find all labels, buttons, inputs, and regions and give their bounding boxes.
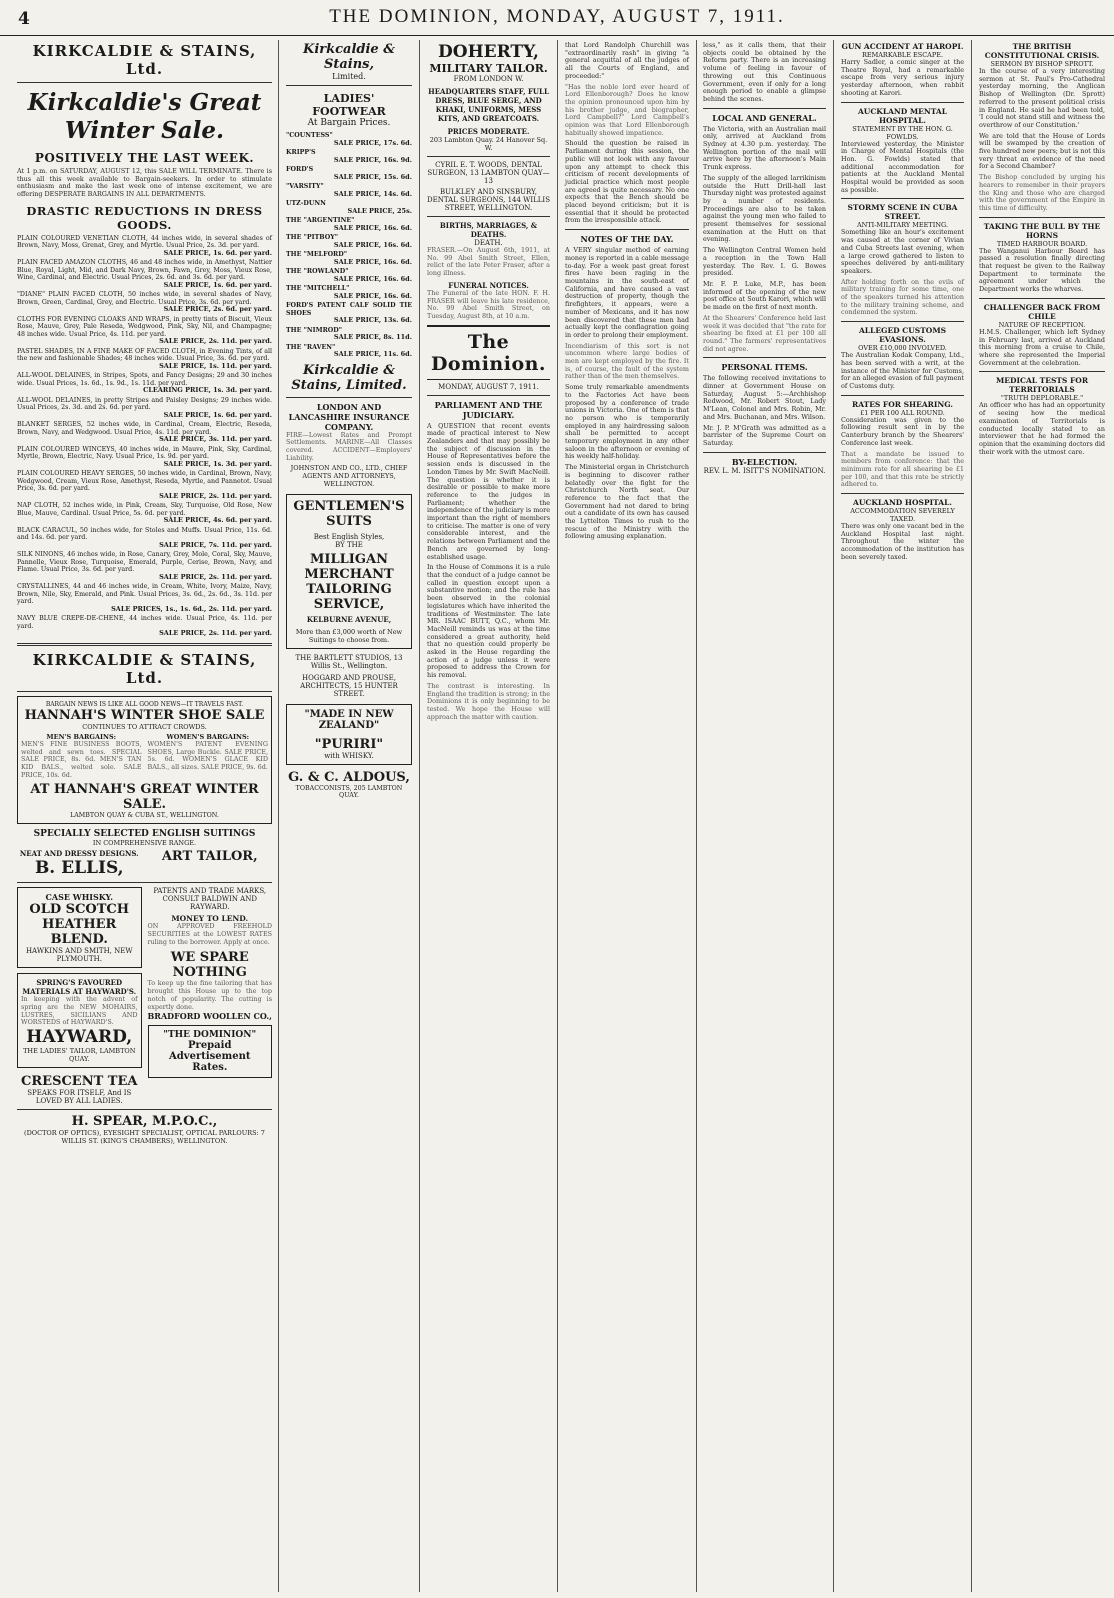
gun-accident-heading: GUN ACCIDENT AT HAROPI. [841, 42, 964, 51]
item-sale-price: SALE PRICE, 3s. 11d. per yard. [159, 435, 272, 444]
shoe-name: THE "MITCHELL" [286, 285, 350, 292]
hospital-heading: AUCKLAND HOSPITAL. [853, 498, 952, 508]
column-6: GUN ACCIDENT AT HAROPI. REMARKABLE ESCAPE. Harry Sadler, a comic singer at the Theatre Royal, had a remarkable escape from very serious injury yesterday afternoon, when rabbit shooting at Karori. AUCKLAND MENTAL HOSPITAL. STATEMENT BY THE HON. G. FOWLDS. Interviewed yesterday, the Minister in Charge of Mental Hospitals (the Hon. G. Fowlds) stated that additional accommodation for patients at the Auckland Mental Hospital would be provided as soon as possible. STORMY SCENE IN CUBA STREET. ANTI-MILITARY MEETING. Something like an hour's excitement was caused at the corner of Vivian and Cuba Streets last evening, when a large crowd gathered to listen to speeches delivered by anti-military speakers. After holding forth on the evils of military training for some time, one of the speakers turned his attention to the military training scheme, and condemned the system. ALLEGED CUSTOMS EVASIONS. OVER £10,000 INVOLVED. The Australian Kodak Company, Ltd., has been served with a writ, at the instance of the Minister for Customs, for an alleged evasion of full payment of Customs duty. RATES FOR SHEARING. £1 PER 100 ALL ROUND. Consideration was given to the following result sent in by the Canterbury branch by the Shearers' Conference last week. That a mandate be issued to members from conference: that the minimum rate for all shearing be £1 per 100, and that this rate be strictly adhered to. AUCKLAND HOSPITAL. ACCOMMODATION SEVERELY TAXED. There was only one vacant bed in the Auckland Hospital last night. Throughout the winter the accommodation of the institution has been severely taxed. [841, 42, 964, 561]
hannah-ad: BARGAIN NEWS IS LIKE ALL GOOD NEWS—IT TRAVELS FAST. HANNAH'S WINTER SHOE SALE CONTINUES TO ATTRACT CROWDS. MEN'S BARGAINS: MEN'S FINE BUSINESS BOOTS, welted and sewn toes. SPECIAL SALE PRICE, 8s. 6d. MEN'S TAN KID BALS., welted sole. SALE PRICE, 10s. 6d. WOMEN'S BARGAINS: WOMEN'S PATENT EVENING SHOES, Large Buckle. SALE PRICE, 5s. 6d. WOMEN'S GLACE KID BALS., all sizes. SALE PRICE, 9s. 6d. AT HANNAH'S GREAT WINTER SALE. LAMBTON QUAY & CUBA ST., WELLINGTON. [17, 696, 272, 825]
leader-heading: PARLIAMENT AND THE JUDICIARY. [434, 399, 543, 420]
item-description: PLAIN COLOURED HEAVY SERGES, 50 inches wide, in Cardinal, Brown, Navy, Wedgwood, Cream, Vieux Rose, Amethyst, Reseda, Myrtle, and Pannetot. Usual Price, 3s. 6d. per yard. [17, 470, 272, 493]
item-sale-price: CLEARING PRICE, 1s. 3d. per yard. [143, 386, 272, 395]
prepaid-rates: Prepaid Advertisement Rates. [169, 1040, 251, 1074]
shoe-sale-price: SALE PRICE, 11s. 6d. [333, 350, 412, 358]
shoe-sale-price: SALE PRICE, 16s. 6d. [333, 291, 412, 300]
customs-heading: ALLEGED CUSTOMS EVASIONS. [858, 326, 947, 345]
aldous: G. & C. ALDOUS, [288, 770, 410, 786]
column-3: DOHERTY, MILITARY TAILOR. FROM LONDON W. HEADQUARTERS STAFF, FULL DRESS, BLUE SERGE, AND KHAKI, UNIFORMS, MESS KITS, AND GREATCOATS. PRICES MODERATE. 203 Lambton Quay. 24 Hanover Sq. W. CYRIL E. T. WOODS, DENTAL SURGEON, 13 LAMBTON QUAY—13 BULKLEY AND SINSBURY, DENTAL SURGEONS, 144 WILLIS STREET, WELLINGTON. BIRTHS, MARRIAGES, & DEATHS. DEATH. FRASER.—On August 6th, 1911, at No. 99 Abel Smith Street, Ellen, relict of the late Peter Fraser, after a long illness. FUNERAL NOTICES. The Funeral of the late HON. F. H. FRASER will leave his late residence, No. 99 Abel Smith Street, on Tuesday, August 8th, at 10 a.m. The Dominion. MONDAY, AUGUST 7, 1911. PARLIAMENT AND THE JUDICIARY. A QUESTION that recent events made of practical interest to New Zealanders and that may possibly be the subject of discussion in the House of Representatives before the session ends is discussed in the London Times by Mr. Swift MacNeill. The question is whether it is desirable or possible to make more reference to the judges in Parliament; whether the independence of the judiciary is more important than the right of members to criticise. The matter is one of very considerable interest, and the relations between Parliament and the Bench are governed by long-established usage. In the House of Commons it is a rule that the conduct of a judge cannot be called in question except upon a substantive motion; and the rule has been observed in the colonial legislatures which have inherited the traditions of Westminster. The late MR. ISAAC BUTT, Q.C., whom Mr. MacNeill reminds us was at the time considered a great authority, held that no question could properly be asked in the House regarding the action of a judge unless it were proposed to address the Crown for his removal. The contrast is interesting. In England the tradition is strong; in the Dominions it is only beginning to be tested. We hope the House will approach the matter with caution. [427, 42, 550, 721]
item-sale-price: SALE PRICE, 4s. 6d. per yard. [163, 516, 272, 525]
notes-heading: NOTES OF THE DAY. [580, 234, 674, 245]
london-lancashire: LONDON AND LANCASHIRE INSURANCE COMPANY. [288, 401, 410, 432]
item-sale-price: SALE PRICE, 2s. 11d. per yard. [159, 572, 272, 581]
shoe-item [286, 285, 412, 300]
shoe-sale-price: SALE PRICE, 17s. 6d. [333, 138, 412, 147]
dress-goods-item [17, 527, 272, 550]
shoe-sale-price: SALE PRICE, 15s. 6d. [333, 172, 412, 181]
dress-goods-item [17, 316, 272, 346]
shoe-sale-price: SALE PRICE, 13s. 6d. [333, 316, 412, 324]
shoe-name: UTZ-DUNN [286, 200, 326, 207]
shoe-item [286, 183, 412, 198]
column-2: Kirkcaldie & Stains, Limited. LADIES' FOOTWEAR At Bargain Prices. "COUNTESS" SALE PRICE, 17s. 6d. KRIPP'S SALE PRICE, 16s. 9d. FORD'S SALE PRICE, 15s. 6d. "VARSITY" SALE PRICE, 14s. 6d. UTZ-DUNN SALE PRICE, 25s. THE "ARGENTINE" SALE PRICE, 16s. 6d. THE "PITBOY" SALE PRICE, 16s. 6d. THE "MELFORD" SALE PRICE, 16s. 6d. THE "ROWLAND" SALE PRICE, 16s. 6d. THE "MITCHELL" SALE PRICE, 16s. 6d. FORD'S PATENT CALF SOLID TIE SHOES SALE PRICE, 13s. 6d. THE "NIMROD" SALE PRICE, 8s. 11d. THE "RAVEN" SALE PRICE, 11s. 6d. Kirkcaldie & Stains, Limited. LONDON AND LANCASHIRE INSURANCE COMPANY. FIRE—Lowest Rates and Prompt Settlements. MARINE—All Classes covered. ACCIDENT—Employers' Liability. JOHNSTON AND CO., LTD., CHIEF AGENTS AND ATTORNEYS, WELLINGTON. GENTLEMEN'S SUITS Best English Styles, BY THE MILLIGAN MERCHANT TAILORING SERVICE, KELBURNE AVENUE, More than £3,000 worth of New Suitings to choose from. THE BARTLETT STUDIOS, 13 Willis St., Wellington. HOGGARD AND PROUSE, ARCHITECTS, 15 HUNTER STREET. "MADE IN NEW ZEALAND" "PURIRI" with WHISKY. G. & C. ALDOUS, TOBACCONISTS, 205 LAMBTON QUAY. [286, 42, 412, 800]
page-number: 4 [18, 9, 30, 29]
shoe-name: THE "MELFORD" [286, 251, 348, 258]
shoe-item [286, 166, 412, 181]
dress-goods-item [17, 583, 272, 613]
dress-goods-item [17, 446, 272, 469]
masthead [0, 0, 1114, 36]
item-description: BLACK CARACUL, 50 inches wide, for Stoles and Muffs. Usual Price, 11s. 6d. and 14s. 6d. per yard. [17, 526, 272, 542]
ladies-footwear: LADIES' FOOTWEAR [312, 92, 386, 118]
column-5: less," as it calls them, that their objects could be obtained by the Reform party. There is an increasing volume of feeling in favour of throwing out this Continuous Government, even if only for a long enough period to enable a glimpse behind the scenes. LOCAL AND GENERAL. The Victoria, with an Australian mail only, arrived at Auckland from Sydney at 4.30 p.m. yesterday. The Wellington portion of the mail will arrive here by the afternoon's Main Trunk express. The supply of the alleged larrikinism outside the Hutt Drill-hall last Thursday night was protested against by a number of residents. Proceedings are also to be taken against the young men who failed to present themselves for sessional examination at the Hutt on that evening. The Wellington Central Women held a reception in the Town Hall yesterday. The Rev. I. G. Bowes presided. Mr. F. P. Luke, M.P., has been informed of the opening of the new post office at South Karori, which will be made on the first of next month. At the Shearers' Conference held last week it was decided that "the rate for shearing be fixed at £1 per 100 all round." The farmers' representatives did not agree. PERSONAL ITEMS. The following received invitations to dinner at Government House on Saturday, August 5:—Archbishop Redwood, Mr. Robert Stout, Lady M'Lean, Colonel and Mrs. Robin, Mr. and Mrs. Buchanan, and Mrs. Wilson. Mr. J. P. M'Grath was admitted as a barrister of the Supreme Court on Saturday. BY-ELECTION. REV. L. M. ISITT'S NOMINATION. [703, 42, 826, 475]
dress-goods-item [17, 502, 272, 525]
shoe-item [286, 132, 412, 147]
item-sale-price: SALE PRICE, 2s. 11d. per yard. [159, 629, 272, 638]
art-tailor: ART TAILOR, [161, 849, 258, 865]
item-description: CRYSTALLINES, 44 and 46 inches wide, in Cream, White, Ivory, Maize, Navy, Brown, Nile, Sky, Emerald, and Pink. Usual Prices, 3s. 6d., 2s. 6d., 3s. 11d. per yard. [17, 583, 272, 606]
cuba-heading: STORMY SCENE IN CUBA STREET. [847, 203, 958, 222]
column-7: THE BRITISH CONSTITUTIONAL CRISIS. SERMON BY BISHOP SPROTT. In the course of a very interesting sermon at St. Paul's Pro-Cathedral yesterday morning, the Anglican Bishop of Wellington (Dr. Sprott) referred to the present political crisis in England. He said he had been told, 'I could not stand still and witness the overthrow of our Constitution.' We are told that the House of Lords will be swamped by the creation of five hundred new peers; but is not this very threat an evidence of the need for a Second Chamber? The Bishop concluded by urging his hearers to remember in their prayers the King and those who are charged with the government of the Empire in this time of difficulty. TAKING THE BULL BY THE HORNS TIMED HARBOUR BOARD. The Wanganui Harbour Board has passed a resolution finally directing that request be given to the Railway Department to terminate the agreement under which the Department works the wharves. CHALLENGER BACK FROM CHILE NATURE OF RECEPTION. H.M.S. Challenger, which left Sydney in February last, arrived at Auckland this morning from a cruise to Chile, where she represented the Imperial Government at the celebration. MEDICAL TESTS FOR TERRITORIALS "TRUTH DEPLORABLE." An officer who has had an opportunity of seeing how the medical examination of Territorials is conducted locally stated to an interviewer that he had formed the opinion that the examining doctors did their work with the utmost care. [979, 42, 1105, 456]
item-description: "DIANE" PLAIN FACED CLOTH, 50 inches wide, in several shades of Navy, Brown, Green, Cardinal, Grey, and Electric. Usual Price, 3s. 6d. per yard. [17, 291, 272, 306]
item-description: ALL-WOOL DELAINES, in pretty Stripes and Paisley Designs; 29 inches wide. Usual Prices, 2s. 3d. and 2s. 6d. per yard. [17, 396, 272, 412]
shoe-sale-price: SALE PRICE, 14s. 6d. [333, 189, 412, 198]
personal-heading: PERSONAL ITEMS. [721, 362, 808, 373]
made-in-nz: "MADE IN NEW ZEALAND" [304, 709, 394, 732]
hannah-title: HANNAH'S WINTER SHOE SALE [24, 707, 265, 723]
item-sale-price: SALE PRICES, 1s., 1s. 6d., 2s. 11d. per yard. [111, 604, 272, 613]
shoe-sale-price: SALE PRICE, 16s. 9d. [333, 155, 412, 164]
shoe-name: KRIPP'S [286, 149, 316, 156]
dress-goods-item [17, 372, 272, 395]
medical-heading: MEDICAL TESTS FOR TERRITORIALS [995, 376, 1089, 395]
gentlemens-suits: GENTLEMEN'S SUITS [293, 499, 405, 530]
shoe-name: THE "NIMROD" [286, 326, 343, 334]
item-sale-price: SALE PRICE, 2s. 11d. per yard. [159, 491, 272, 500]
item-sale-price: SALE PRICE, 1s. 3d. per yard. [163, 459, 272, 468]
dress-goods-list [17, 235, 272, 638]
chile-heading: CHALLENGER BACK FROM CHILE [983, 302, 1101, 321]
doherty: DOHERTY, [438, 42, 539, 62]
milligan: MILLIGAN MERCHANT TAILORING SERVICE, [304, 552, 394, 613]
item-description: CLOTHS FOR EVENING CLOAKS AND WRAPS, in pretty tints of Biscuit, Vieux Rose, Mauve, Grey, Pale Reseda, Wedgwood, Pink, Sky, Nil, and Champagne; 48 inches wide. Usual Price, 4s. 11d. per yard. [17, 315, 272, 338]
dress-goods-item [17, 551, 272, 581]
shoe-sale-price: SALE PRICE, 25s. [347, 206, 412, 215]
dress-goods-item [17, 470, 272, 500]
crisis-heading: THE BRITISH CONSTITUTIONAL CRISIS. [984, 42, 1100, 60]
shoe-sale-price: SALE PRICE, 16s. 6d. [333, 223, 412, 232]
dress-goods-item [17, 259, 272, 289]
old-scotch: OLD SCOTCH HEATHER BLEND. [29, 902, 130, 948]
kirkcaldie-title-top: KIRKCALDIE & STAINS, Ltd. [32, 42, 257, 78]
spear-name: H. SPEAR, M.P.O.C., [71, 1114, 218, 1130]
item-description: PASTEL SHADES, IN A FINE MAKE OF FACED CLOTH, in Evening Tints, of all the new and fashionable Shades; 48 inches wide. Usual Price, 3s. 6d. per yard. [17, 347, 272, 363]
shoe-item [286, 344, 412, 359]
shoe-item [286, 327, 412, 342]
kirkcaldie-title-bottom: KIRKCALDIE & STAINS, Ltd. [32, 650, 257, 687]
kirkcaldie-script: Kirkcaldie & Stains, [303, 42, 395, 72]
shoe-list [286, 132, 412, 359]
hayward-name: HAYWARD, [26, 1027, 133, 1048]
item-sale-price: SALE PRICE, 1s. 6d. per yard. [163, 248, 272, 257]
item-description: PLAIN COLOURED WINCEYS, 40 inches wide, in Mauve, Pink, Sky, Cardinal, Myrtle, Brown, Electric, Navy. Usual Price, 1s. 9d. per yard. [17, 445, 272, 461]
item-description: BLANKET SERGES, 52 inches wide, in Cardinal, Cream, Electric, Reseda, Brown, Navy, and Wedgwood. Usual Price, 4s. 11d. per yard. [17, 421, 272, 436]
bull-heading: TAKING THE BULL BY THE HORNS [983, 221, 1101, 240]
item-sale-price: SALE PRICE, 1s. 6d. per yard. [163, 410, 272, 419]
shoe-name: THE "PITBOY" [286, 234, 338, 241]
local-general-heading: LOCAL AND GENERAL. [712, 112, 817, 123]
shoe-name: THE "RAVEN" [286, 343, 336, 351]
column-1: KIRKCALDIE & STAINS, Ltd. Kirkcaldie's Great Winter Sale. POSITIVELY THE LAST WEEK. At 1 p.m. on SATURDAY, AUGUST 12, this SALE WILL TERMINATE. There is thus all this week available to Bargain-seekers. In order to stimulate enthusiasm and make the last week one of intense excitement, we are offering DESPERATE BARGAINS IN ALL DEPARTMENTS. DRASTIC REDUCTIONS IN DRESS GOODS. PLAIN COLOURED VENETIAN CLOTH, 44 inches wide, in several shades of Brown, Navy, Moss, Grenat, Grey, and Myrtle. Usual Price, 2s. 3d. per yard. SALE PRICE, 1s. 6d. per yard. PLAIN FACED AMAZON CLOTHS, 46 and 48 inches wide, in Amethyst, Nattier Blue, Royal, Light, Mid, and Dark Navy, Brown, Fawn, Grey, Moss, Vieux Rose, Wine, Cardinal, and Electric. Usual Prices, 2s. 6d. and 3s. 6d. per yard. SALE PRICE, 1s. 6d. per yard. "DIANE" PLAIN FACED CLOTH, 50 inches wide, in several shades of Navy, Brown, Green, Cardinal, Grey, and Electric. Usual Price, 3s. 6d. per yard. SALE PRICE, 2s. 6d. per yard. CLOTHS FOR EVENING CLOAKS AND WRAPS, in pretty tints of Biscuit, Vieux Rose, Mauve, Grey, Pale Reseda, Wedgwood, Pink, Sky, Nil, and Champagne; 48 inches wide. Usual Price, 4s. 11d. per yard. SALE PRICE, 2s. 11d. per yard. PASTEL SHADES, IN A FINE MAKE OF FACED CLOTH, in Evening Tints, of all the new and fashionable Shades; 48 inches wide. Usual Price, 3s. 6d. per yard. SALE PRICE, 1s. 11d. per yard. ALL-WOOL DELAINES, in Stripes, Spots, and Fancy Designs; 29 and 30 inches wide. Usual Prices, 1s. 6d., 1s. 9d., 1s. 11d. per yard. CLEARING PRICE, 1s. 3d. per yard. ALL-WOOL DELAINES, in pretty Stripes and Paisley Designs; 29 inches wide. Usual Prices, 2s. 3d. and 2s. 6d. per yard. SALE PRICE, 1s. 6d. per yard. BLANKET SERGES, 52 inches wide, in Cardinal, Cream, Electric, Reseda, Brown, Navy, and Wedgwood. Usual Price, 4s. 11d. per yard. SALE PRICE, 3s. 11d. per yard. PLAIN COLOURED WINCEYS, 40 inches wide, in Mauve, Pink, Sky, Cardinal, Myrtle, Brown, Electric, Navy. Usual Price, 1s. 9d. per yard. SALE PRICE, 1s. 3d. per yard. PLAIN COLOURED HEAVY SERGES, 50 inches wide, in Cardinal, Brown, Navy, Wedgwood, Cream, Vieux Rose, Amethyst, Reseda, Myrtle, and Pannetot. Usual Price, 3s. 6d. per yard. SALE PRICE, 2s. 11d. per yard. NAP CLOTH, 52 inches wide, in Pink, Cream, Sky, Turquoise, Old Rose, New Blue, Mauve, Cardinal. Usual Price, 5s. 6d. per yard. SALE PRICE, 4s. 6d. per yard. BLACK CARACUL, 50 inches wide, for Stoles and Muffs. Usual Price, 11s. 6d. and 14s. 6d. per yard. SALE PRICE, 7s. 11d. per yard. SILK NINONS, 46 inches wide, in Rose, Canary, Grey, Mole, Coral, Sky, Mauve, Pannelle, Vieux Rose, Turquoise, Emerald, Purple, Cerise, Brown, Navy, and Flame. Usual Price, 3s. 6d. per yard. SALE PRICE, 2s. 11d. per yard. CRYSTALLINES, 44 and 46 inches wide, in Cream, White, Ivory, Maize, Navy, Brown, Nile, Sky, Emerald, and Pink. Usual Prices, 3s. 6d., 2s. 6d., 3s. 11d. per yard. SALE PRICES, 1s., 1s. 6d., 2s. 11d. per yard. NAVY BLUE CREPE-DE-CHENE, 44 inches wide. Usual Price, 4s. 11d. per yard. SALE PRICE, 2s. 11d. per yard. KIRKCALDIE & STAINS, Ltd. BARGAIN NEWS IS LIKE ALL GOOD NEWS—IT TRAVELS FAST. HANNAH'S WINTER SHOE SALE CONTINUES TO ATTRACT CROWDS. MEN'S BARGAINS: MEN'S FINE BUSINESS BOOTS, welted and sewn toes. SPECIAL SALE PRICE, 8s. 6d. MEN'S TAN KID BALS., welted sole. SALE PRICE, 10s. 6d. WOMEN'S BARGAINS: WOMEN'S PATENT EVENING SHOES, Large Buckle. SALE PRICE, 5s. 6d. WOMEN'S GLACE KID BALS., all sizes. SALE PRICE, 9s. 6d. AT HANNAH'S GREAT WINTER SALE. LAMBTON QUAY & CUBA ST., WELLINGTON. SPECIALLY SELECTED ENGLISH SUITINGS IN COMPREHENSIVE RANGE. NEAT AND DRESSY DESIGNS. B. ELLIS, ART TAILOR, CASE WHISKY. OLD SCOTCH HEATHER BLEND. HAWKINS AND SMITH, NEW PLYMOUTH. SPRING'S FAVOURED MATERIALS AT HAYWARD'S. In keeping with the advent of spring are the NEW MOHAIRS, LUSTRES, SICILIANS AND WORSTEDS of HAYWARD'S. HAYWARD, THE LADIES' TAILOR, LAMBTON QUAY. CRESCENT TEA SPEAKS FOR ITSELF, And IS LOVED BY ALL LADIES. PATENTS AND TRADE MARKS, CONSULT BALDWIN AND RAYWARD. MONEY TO LEND. ON APPROVED FREEHOLD SECURITIES at the LOWEST RATES ruling to the borrower. Apply at once. WE SPARE NOTHING To keep up the fine tailoring that has brought this House up to the top notch of popularity. The cutting is expertly done. BRADFORD WOOLLEN CO., "THE DOMINION" Prepaid Advertisement Rates. H. SPEAR, M.P.O.C., (DOCTOR OF OPTICS), EYESIGHT SPECIALIST, OPTICAL PARLOURS: 7 WILLIS ST. (KING'S CHAMBERS), WELLINGTON. [17, 42, 272, 1146]
shoe-item [286, 200, 412, 215]
we-spare: WE SPARE NOTHING [170, 950, 249, 981]
dominion-flag: The Dominion. [427, 325, 550, 380]
shoe-name: "COUNTESS" [286, 132, 333, 139]
drastic-heading: DRASTIC REDUCTIONS IN DRESS GOODS. [26, 203, 263, 232]
positively-heading: POSITIVELY THE LAST WEEK. [34, 151, 255, 165]
item-sale-price: SALE PRICE, 1s. 11d. per yard. [159, 361, 272, 370]
shoe-name: FORD'S PATENT CALF SOLID TIE SHOES [286, 302, 412, 317]
dress-goods-item [17, 421, 272, 444]
item-description: ALL-WOOL DELAINES, in Stripes, Spots, and Fancy Designs; 29 and 30 inches wide. Usual Prices, 1s. 6d., 1s. 9d., 1s. 11d. per yard. [17, 372, 272, 387]
item-sale-price: SALE PRICE, 2s. 11d. per yard. [159, 337, 272, 346]
at-hannah: AT HANNAH'S GREAT WINTER SALE. [30, 782, 259, 813]
shoe-item [286, 234, 412, 249]
item-description: NAVY BLUE CREPE-DE-CHENE, 44 inches wide. Usual Price, 4s. 11d. per yard. [17, 615, 272, 630]
shoe-item [286, 302, 412, 325]
dress-goods-item [17, 615, 272, 638]
dress-goods-item [17, 235, 272, 258]
item-description: SILK NINONS, 46 inches wide, in Rose, Canary, Grey, Mole, Coral, Sky, Mauve, Pannelle, Vieux Rose, Turquoise, Emerald, Purple, Cerise, Brown, Navy, and Flame. Usual Price, 3s. 6d. per yard. [17, 551, 272, 574]
dress-goods-item [17, 291, 272, 314]
shoe-name: "VARSITY" [286, 183, 324, 190]
shoe-sale-price: SALE PRICE, 16s. 6d. [333, 240, 412, 249]
item-description: NAP CLOTH, 52 inches wide, in Pink, Cream, Sky, Turquoise, Old Rose, New Blue, Mauve, Cardinal. Usual Price, 5s. 6d. per yard. [17, 502, 272, 517]
shoe-item [286, 251, 412, 266]
crescent-tea: CRESCENT TEA [21, 1074, 138, 1090]
winter-sale-heading: Kirkcaldie's Great Winter Sale. [27, 89, 262, 144]
asylum-heading: AUCKLAND MENTAL HOSPITAL. [857, 106, 948, 125]
shoe-sale-price: SALE PRICE, 8s. 11d. [333, 333, 412, 341]
item-sale-price: SALE PRICE, 1s. 6d. per yard. [163, 280, 272, 289]
dress-goods-item [17, 397, 272, 420]
ellis-name: B. ELLIS, [34, 858, 124, 879]
shoe-sale-price: SALE PRICE, 16s. 6d. [333, 274, 412, 283]
shoe-name: FORD'S [286, 166, 314, 173]
shoe-item [286, 149, 412, 164]
item-sale-price: SALE PRICE, 2s. 6d. per yard. [163, 305, 272, 314]
puriri: "PURIRI" [314, 737, 384, 753]
dress-goods-item [17, 348, 272, 371]
kirkcaldie-script-2: Kirkcaldie & Stains, Limited. [291, 362, 407, 393]
shearing-heading: RATES FOR SHEARING. [851, 399, 954, 409]
shoe-item [286, 268, 412, 283]
shoe-item [286, 217, 412, 232]
shoe-name: THE "ROWLAND" [286, 268, 349, 275]
by-election-heading: BY-ELECTION. [731, 456, 798, 467]
item-sale-price: SALE PRICE, 7s. 11d. per yard. [159, 540, 272, 549]
column-4: that Lord Randolph Churchill was "extraordinarily rash" in giving "a general acquittal of all the judges of all the Courts of England, and proceeded:" "Has the noble lord ever heard of Lord Ellenborough? Does he know the opinion pronounced upon him by his brother judge, and biographer, Lord Campbell?" Lord Campbell's opinion was that Lord Ellenborough habitually showed impatience. Should the question be raised in Parliament during this session, the public will not look with any favour upon any attempt to check this criticism of recent developments of judicial practice which most people are agreed is quite necessary. No one expects that the Bench should be placed beyond criticism; but it is essential that it should be protected from the irresponsible attack. NOTES OF THE DAY. A VERY singular method of earning money is reported in a cable message to-day. For a week past great forest fires have been raging in the mountains in the south-east of California, and have caused a vast destruction of property, though the firefighters, it appears, were a number of Mexicans, and it has now been discovered that these men had actually kept the conflagration going in order to prolong their employment. Incendiarism of this sort is not uncommon where large bodies of men are kept employed by the fire. It is, of course, the fault of the system rather than of the men themselves. Some truly remarkable amendments to the Factories Act have been proposed by a conference of trade unions in Victoria. One of them is that no person who is temporarily employed in any hairdressing saloon shall be permitted to accept temporary employment in any other saloon in the afternoon or evening of his weekly half-holiday. The Ministerial organ in Christchurch is beginning to discover rather belatedly over the fight for the Christchurch North seat. Our reference to the fact that the Government had not dared to bring out a candidate of its own has caused the Lyttelton Times to rush to the rescue of the Ministry with the following amusing explanation. [565, 42, 689, 541]
shoe-name: THE "ARGENTINE" [286, 217, 355, 224]
item-description: PLAIN FACED AMAZON CLOTHS, 46 and 48 inches wide, in Amethyst, Nattier Blue, Royal, Light, Mid, and Dark Navy, Brown, Fawn, Grey, Moss, Vieux Rose, Wine, Cardinal, and Electric. Usual Prices, 2s. 6d. and 3s. 6d. per yard. [17, 259, 272, 282]
suitings-heading: SPECIALLY SELECTED ENGLISH SUITINGS [33, 829, 256, 840]
item-description: PLAIN COLOURED VENETIAN CLOTH, 44 inches wide, in several shades of Brown, Navy, Moss, Grenat, Grey, and Myrtle. Usual Price, 2s. 3d. per yard. [17, 234, 272, 250]
newspaper-title: THE DOMINION, MONDAY, AUGUST 7, 1911. [329, 6, 785, 27]
shoe-sale-price: SALE PRICE, 16s. 6d. [333, 257, 412, 266]
